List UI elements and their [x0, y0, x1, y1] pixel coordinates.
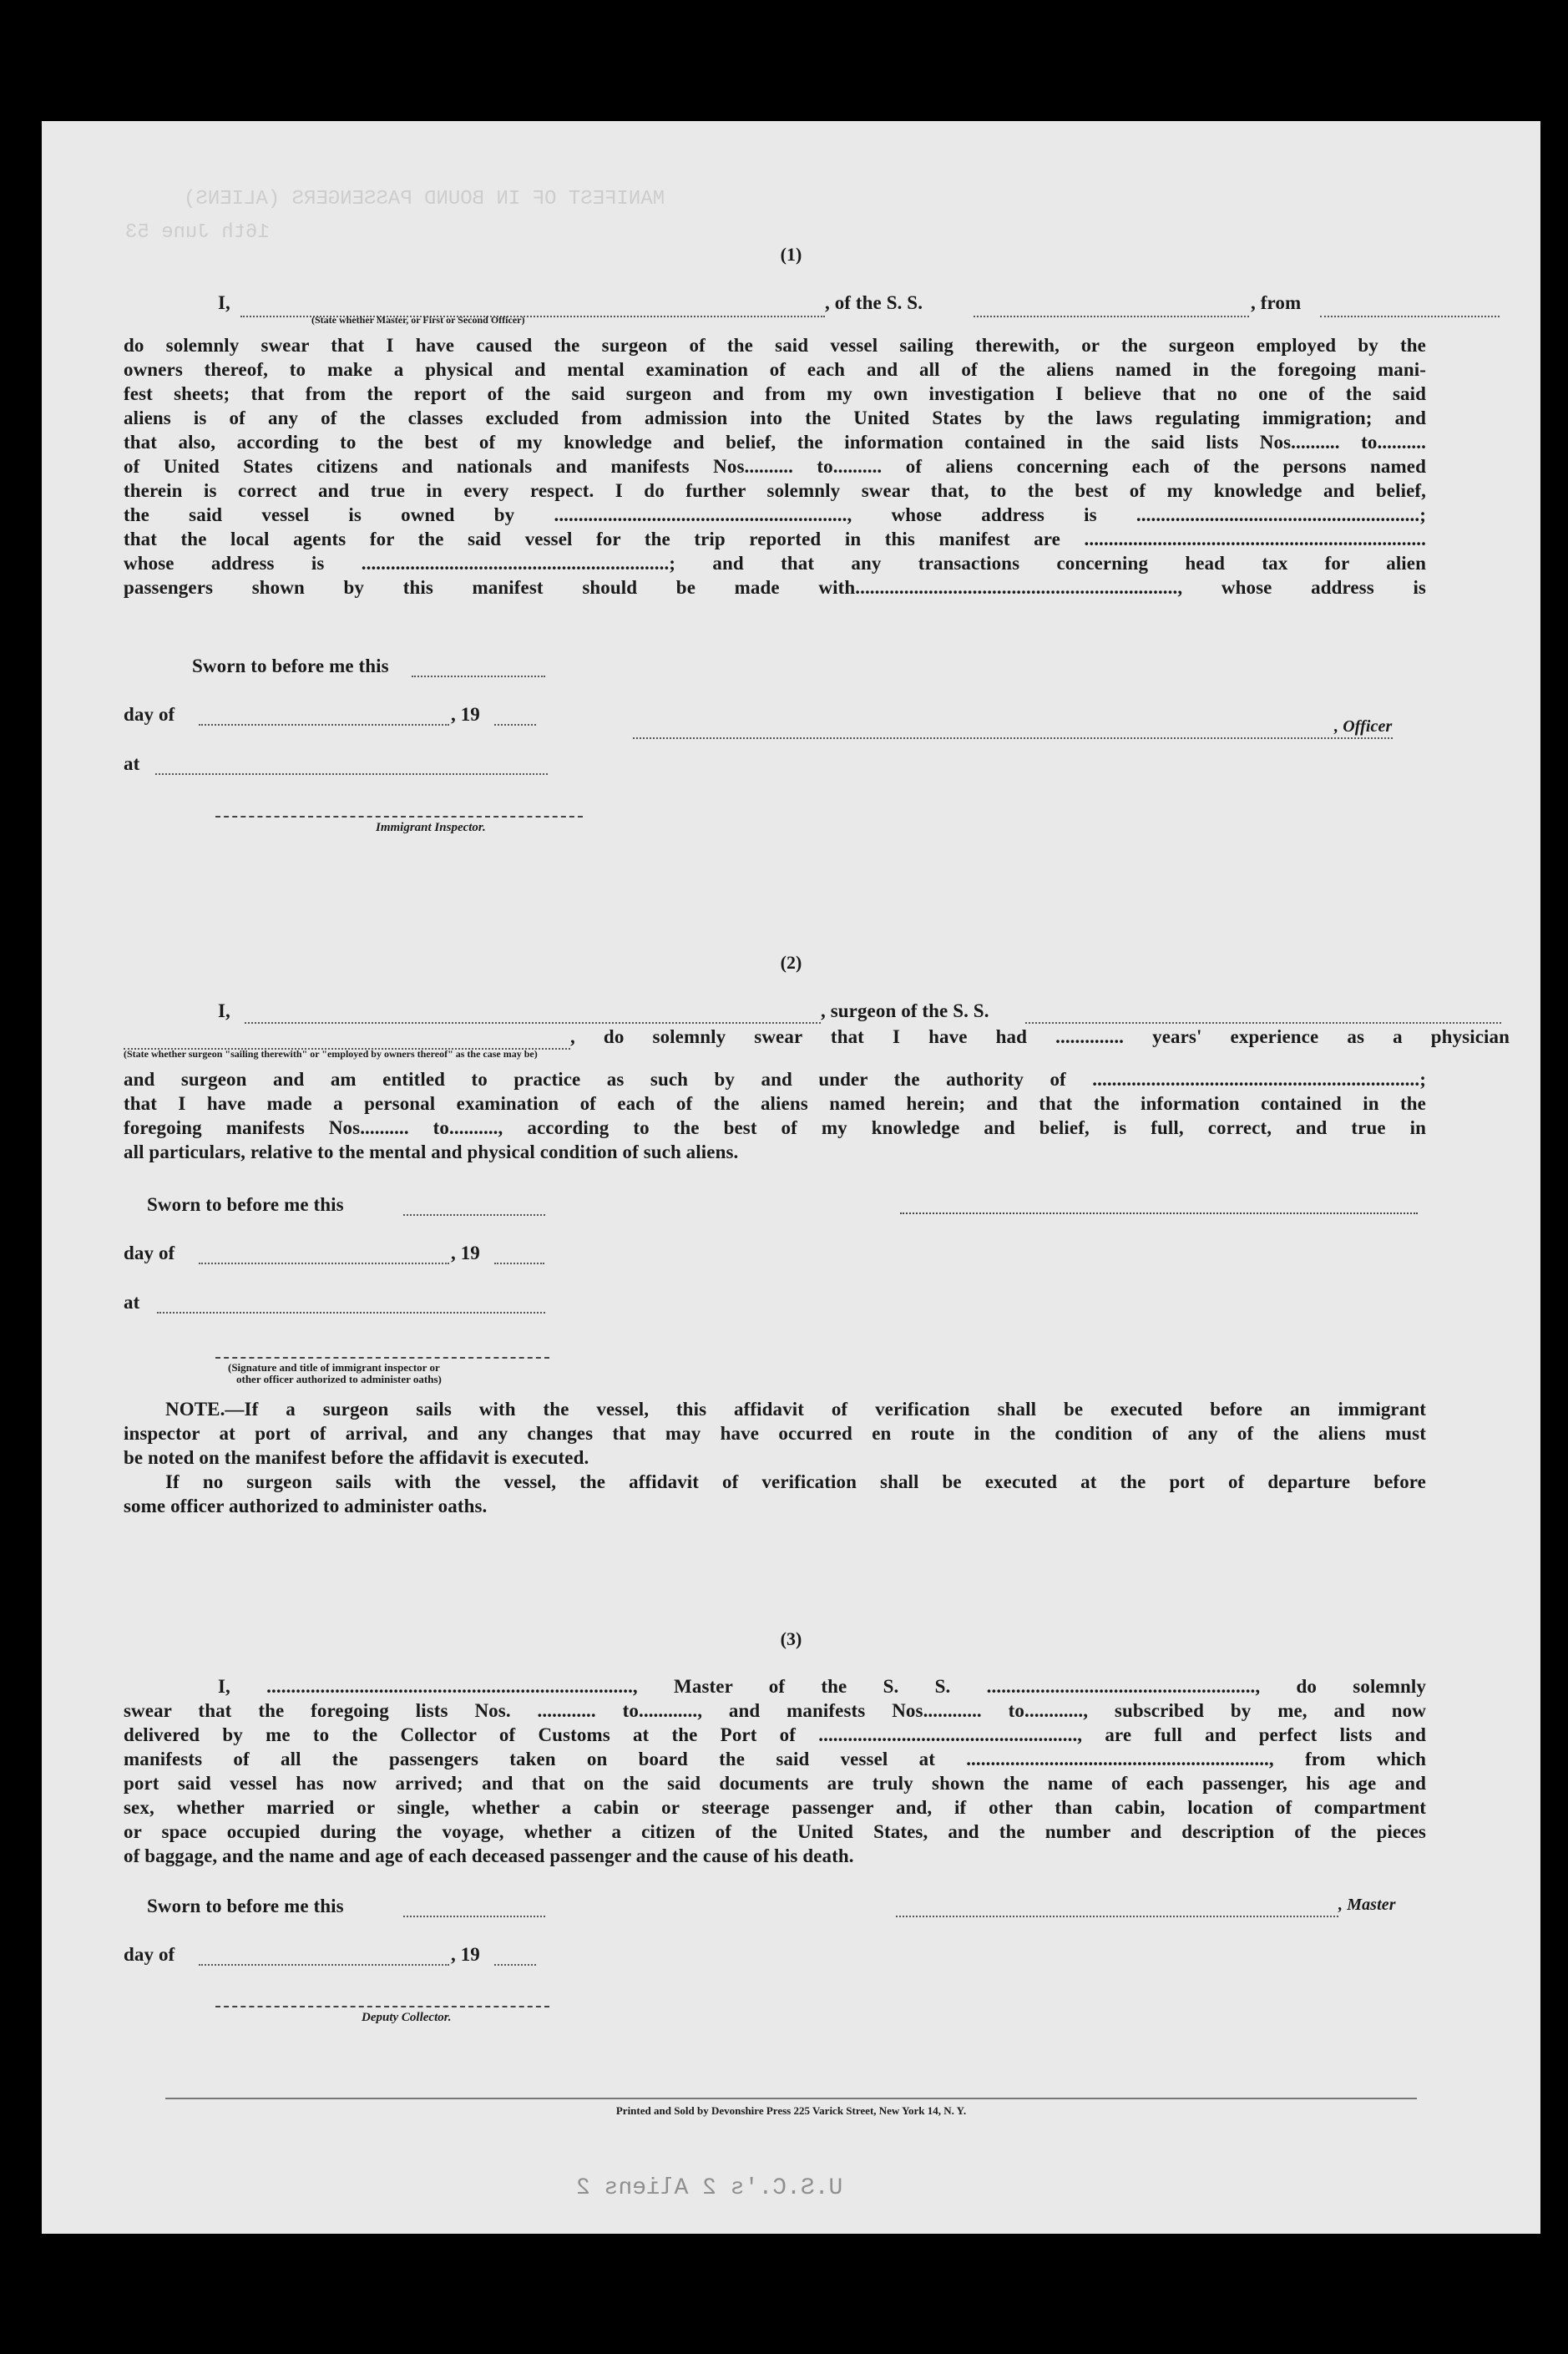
section-3-line: manifests of all the passengers taken on board the said vessel at .............................................................., from which [124, 1749, 1426, 1769]
bleed-through-text: U.S.C.'s 2 Aliens 2 [576, 2175, 843, 2201]
section-2-line: foregoing manifests Nos.......... to.........., according to the best of my knowledge and belief, is full, correct, and true in [124, 1117, 1426, 1138]
note-line: NOTE.—If a surgeon sails with the vessel, this affidavit of verification shall be executed before an immigrant [165, 1399, 1426, 1420]
collector-caption: Deputy Collector. [362, 2011, 452, 2024]
at-label: at [124, 753, 140, 774]
section-3-line: I, ..........................................................................., Master of the S. S. ......................................................., do solemnly [218, 1676, 1426, 1697]
section-1-line: that the local agents for the said vessel for the trip reported in this manifest are ...................................................................... [124, 529, 1426, 549]
note-line: inspector at port of arrival, and any changes that may have occurred en route in the condition of any of the aliens must [124, 1423, 1426, 1444]
section-1-text: I, [218, 292, 230, 313]
sworn-date-field[interactable] [403, 1202, 545, 1216]
sworn-label: Sworn to before me this [147, 1194, 344, 1215]
section-3-line: sex, whether married or single, whether a cabin or steerage passenger and, if other than cabin, location of compartment [124, 1797, 1426, 1818]
officer-label: , Officer [1334, 717, 1393, 736]
section-1-text: , of the S. S. [825, 292, 923, 313]
surgeon-name-field[interactable] [245, 1010, 821, 1024]
master-signature-field[interactable] [896, 1904, 1338, 1917]
day-of-label: day of [124, 704, 175, 725]
section-2-line: and surgeon and am entitled to practice as such by and under the authority of ...................................................................; [124, 1069, 1426, 1090]
location-field[interactable] [157, 1300, 545, 1314]
sworn-date-field[interactable] [403, 1904, 545, 1917]
year-field[interactable] [494, 1952, 536, 1966]
bleed-through-text: 16th June 53 [125, 221, 270, 244]
master-label: , Master [1338, 1896, 1396, 1914]
year-field[interactable] [494, 712, 536, 726]
location-field[interactable] [155, 762, 548, 775]
inspector-caption: Immigrant Inspector. [376, 821, 486, 834]
section-1-header-line [124, 292, 1426, 326]
month-field[interactable] [199, 712, 449, 726]
surgeon-caption: (State whether surgeon "sailing therewith" or "employed by owners thereof" as the case may be) [124, 1048, 538, 1060]
section-2-line: that I have made a personal examination of each of the aliens named herein; and that the information contained in the [124, 1093, 1426, 1114]
section-1-line: therein is correct and true in every respect. I do further solemnly swear that, to the best of my knowledge and belief, [124, 480, 1426, 501]
signature-caption: other officer authorized to administer oaths) [236, 1373, 442, 1385]
sworn-date-field[interactable] [412, 664, 545, 677]
section-1-body [124, 335, 1426, 610]
section-3-line: port said vessel has now arrived; and that on the said documents are truly shown the name of each passenger, his age and [124, 1773, 1426, 1794]
section-2-text: , do solemnly swear that I have had .............. years' experience as a physician [570, 1026, 1510, 1047]
collector-signature-line[interactable] [215, 2006, 549, 2007]
section-1-line: do solemnly swear that I have caused the surgeon of the said vessel sailing therewith, or the surgeon employed by the [124, 335, 1426, 356]
section-1-line: fest sheets; that from the report of the said surgeon and from my own investigation I believe that no one of the said [124, 383, 1426, 404]
section-3-line: delivered by me to the Collector of Customs at the Port of ....................................................., are full and perfect lists and [124, 1724, 1426, 1745]
section-1-line: of United States citizens and nationals and manifests Nos.......... to.......... of aliens concerning each of the persons named [124, 456, 1426, 477]
section-1-number: (1) [780, 244, 802, 265]
day-of-label: day of [124, 1243, 175, 1263]
officer-caption: (State whether Master, or First or Second Officer) [311, 314, 525, 326]
signature-caption: (Signature and title of immigrant inspector or [228, 1361, 440, 1374]
month-field[interactable] [199, 1251, 449, 1264]
section-1-line: owners thereof, to make a physical and mental examination of each and all of the aliens named in the foregoing mani- [124, 359, 1426, 380]
officer-signature-field[interactable] [633, 726, 1393, 739]
inspector-signature-line[interactable] [215, 816, 583, 818]
section-1-line: aliens is of any of the classes excluded from admission into the United States by the laws regulating immigration; and [124, 408, 1426, 428]
section-1-line: passengers shown by this manifest should be made with.................................................................., whose address is [124, 577, 1426, 598]
section-3-line: swear that the foregoing lists Nos. ............ to............, and manifests Nos............ to............, subscribed by me, and now [124, 1700, 1426, 1721]
section-2-text: , surgeon of the S. S. [821, 1000, 989, 1021]
note-line: If no surgeon sails with the vessel, the affidavit of verification shall be executed at the port of departure before [165, 1471, 1426, 1492]
at-label: at [124, 1292, 140, 1313]
section-2-line: all particulars, relative to the mental and physical condition of such aliens. [124, 1142, 739, 1162]
year-label: , 19 [451, 1944, 480, 1965]
printer-imprint: Printed and Sold by Devonshire Press 225 Varick Street, New York 14, N. Y. [615, 2104, 967, 2117]
day-of-label: day of [124, 1944, 175, 1965]
section-3-number: (3) [780, 1628, 802, 1649]
section-1-line: whose address is ...............................................................; and that any transactions concerning head tax for alien [124, 553, 1426, 574]
section-2-signature-block [124, 1194, 1426, 1420]
section-3-body [124, 1676, 1426, 1885]
bleed-through-text: MANIFEST OF IN BOUND PASSENGERS (ALIENS) [184, 188, 665, 210]
port-from-field[interactable] [1320, 304, 1500, 317]
inspector-signature-line[interactable] [215, 1357, 549, 1359]
footer-rule [165, 2098, 1417, 2099]
year-label: , 19 [451, 704, 480, 725]
section-2-text: I, [218, 1000, 230, 1021]
note-line: some officer authorized to administer oaths. [124, 1496, 488, 1516]
year-field[interactable] [494, 1251, 544, 1264]
note-line: be noted on the manifest before the affidavit is executed. [124, 1447, 589, 1468]
section-2-number: (2) [780, 952, 802, 973]
section-1-line: that also, according to the best of my knowledge and belief, the information contained in the said lists Nos.......... to.......... [124, 432, 1426, 453]
sworn-label: Sworn to before me this [192, 656, 389, 676]
section-2-note [124, 1399, 1426, 1541]
section-3-line: of baggage, and the name and age of each deceased passenger and the cause of his death. [124, 1845, 854, 1866]
section-1-line: the said vessel is owned by ............................................................, whose address is ..........................................................; [124, 504, 1426, 525]
section-3-line: or space occupied during the voyage, whether a citizen of the United States, and the number and description of the pieces [124, 1821, 1426, 1842]
month-field[interactable] [199, 1952, 449, 1966]
surgeon-signature-line[interactable] [900, 1212, 1418, 1214]
section-3-signature-block [124, 1896, 1426, 2046]
section-2-body [124, 1069, 1426, 1177]
vessel-name-field[interactable] [974, 304, 1249, 317]
sworn-label: Sworn to before me this [147, 1896, 344, 1916]
section-1-text: , from [1251, 292, 1302, 313]
year-label: , 19 [451, 1243, 480, 1263]
surgeon-vessel-field[interactable] [1025, 1010, 1501, 1024]
document-page [42, 121, 1540, 2234]
